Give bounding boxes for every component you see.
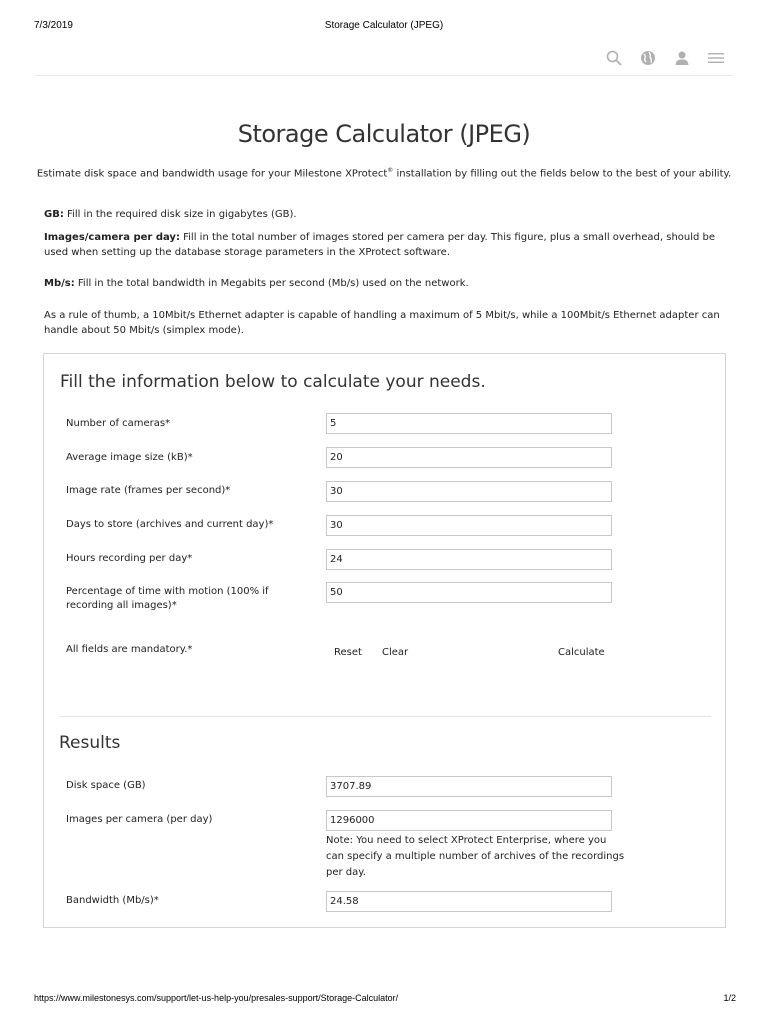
rule-of-thumb: As a rule of thumb, a 10Mbit/s Ethernet adapter is capable of handling a maximum of 5 Mbit/s, while a 100Mbit/s Ethernet adapter can handle about 50 Mbit/s (simplex mode). xyxy=(44,310,720,336)
disk-space-output[interactable] xyxy=(326,776,612,797)
print-date: 7/3/2019 xyxy=(34,20,73,31)
bandwidth-output[interactable] xyxy=(326,891,612,912)
enterprise-note: Note: You need to select XProtect Enterprise, where you can specify a multiple number of archives of the recordings per day. xyxy=(326,835,625,878)
field-label-motion: Percentage of time with motion (100% if recording all images)* xyxy=(66,586,269,611)
field-label-image-rate: Image rate (frames per second)* xyxy=(66,485,231,496)
clear-button[interactable]: Clear xyxy=(382,647,409,658)
definition-images xyxy=(44,230,724,260)
result-label-bandwidth: Bandwidth (Mb/s)* xyxy=(66,895,159,906)
hours-input[interactable] xyxy=(326,549,612,570)
menu-icon[interactable] xyxy=(706,48,726,68)
intro-text-start: Estimate disk space and bandwidth usage for your Milestone XProtect xyxy=(36,168,388,180)
field-label-hours: Hours recording per day* xyxy=(66,553,193,564)
days-input[interactable] xyxy=(326,515,612,536)
topbar-icons xyxy=(604,48,726,68)
result-label-images: Images per camera (per day) xyxy=(66,814,213,825)
image-size-input[interactable] xyxy=(326,447,612,468)
definition-mbs xyxy=(44,276,724,291)
definition-term: Mb/s: xyxy=(44,278,75,289)
mandatory-note: All fields are mandatory.* xyxy=(66,644,193,655)
field-label-days: Days to store (archives and current day)* xyxy=(66,519,274,530)
image-rate-input[interactable] xyxy=(326,481,612,502)
calculate-button[interactable]: Calculate xyxy=(558,647,605,658)
print-url: https://www.milestonesys.com/support/let-us-help-you/presales-support/Storage-Calculator/ xyxy=(34,993,399,1003)
print-title: Storage Calculator (JPEG) xyxy=(324,20,444,31)
definition-gb xyxy=(44,207,724,222)
definition-term: Images/camera per day: xyxy=(44,232,180,243)
search-icon[interactable] xyxy=(604,48,624,68)
result-label-disk-space: Disk space (GB) xyxy=(66,780,146,791)
intro-text-end: installation by filling out the fields below to the best of your ability. xyxy=(393,168,732,180)
definition-term: GB: xyxy=(44,209,64,220)
user-icon[interactable] xyxy=(672,48,692,68)
section-divider xyxy=(59,716,711,717)
page-title: Storage Calculator (JPEG) xyxy=(237,120,531,148)
cameras-input[interactable] xyxy=(326,413,612,434)
print-page-number: 1/2 xyxy=(723,993,736,1003)
globe-icon[interactable] xyxy=(638,48,658,68)
form-heading: Fill the information below to calculate your needs. xyxy=(60,372,486,392)
definition-text: Fill in the total bandwidth in Megabits per second (Mb/s) used on the network. xyxy=(74,278,469,289)
top-nav-bar xyxy=(34,44,734,76)
field-label-image-size: Average image size (kB)* xyxy=(66,452,193,463)
print-footer xyxy=(0,993,768,1007)
print-header xyxy=(0,20,768,34)
motion-input[interactable] xyxy=(326,582,612,603)
images-output[interactable] xyxy=(326,810,612,831)
definition-text: Fill in the required disk size in gigabytes (GB). xyxy=(63,209,297,220)
results-heading: Results xyxy=(59,733,121,753)
field-label-cameras: Number of cameras* xyxy=(66,418,171,429)
registered-mark: ® xyxy=(387,167,394,174)
calculator-form xyxy=(43,353,726,928)
intro-text xyxy=(0,167,768,179)
reset-button[interactable]: Reset xyxy=(334,647,362,658)
definition-text: Fill in the total number of images stored per camera per day. This figure, plus a small overhead, should be used when setting up the database storage parameters in the XProtect software. xyxy=(44,232,716,258)
